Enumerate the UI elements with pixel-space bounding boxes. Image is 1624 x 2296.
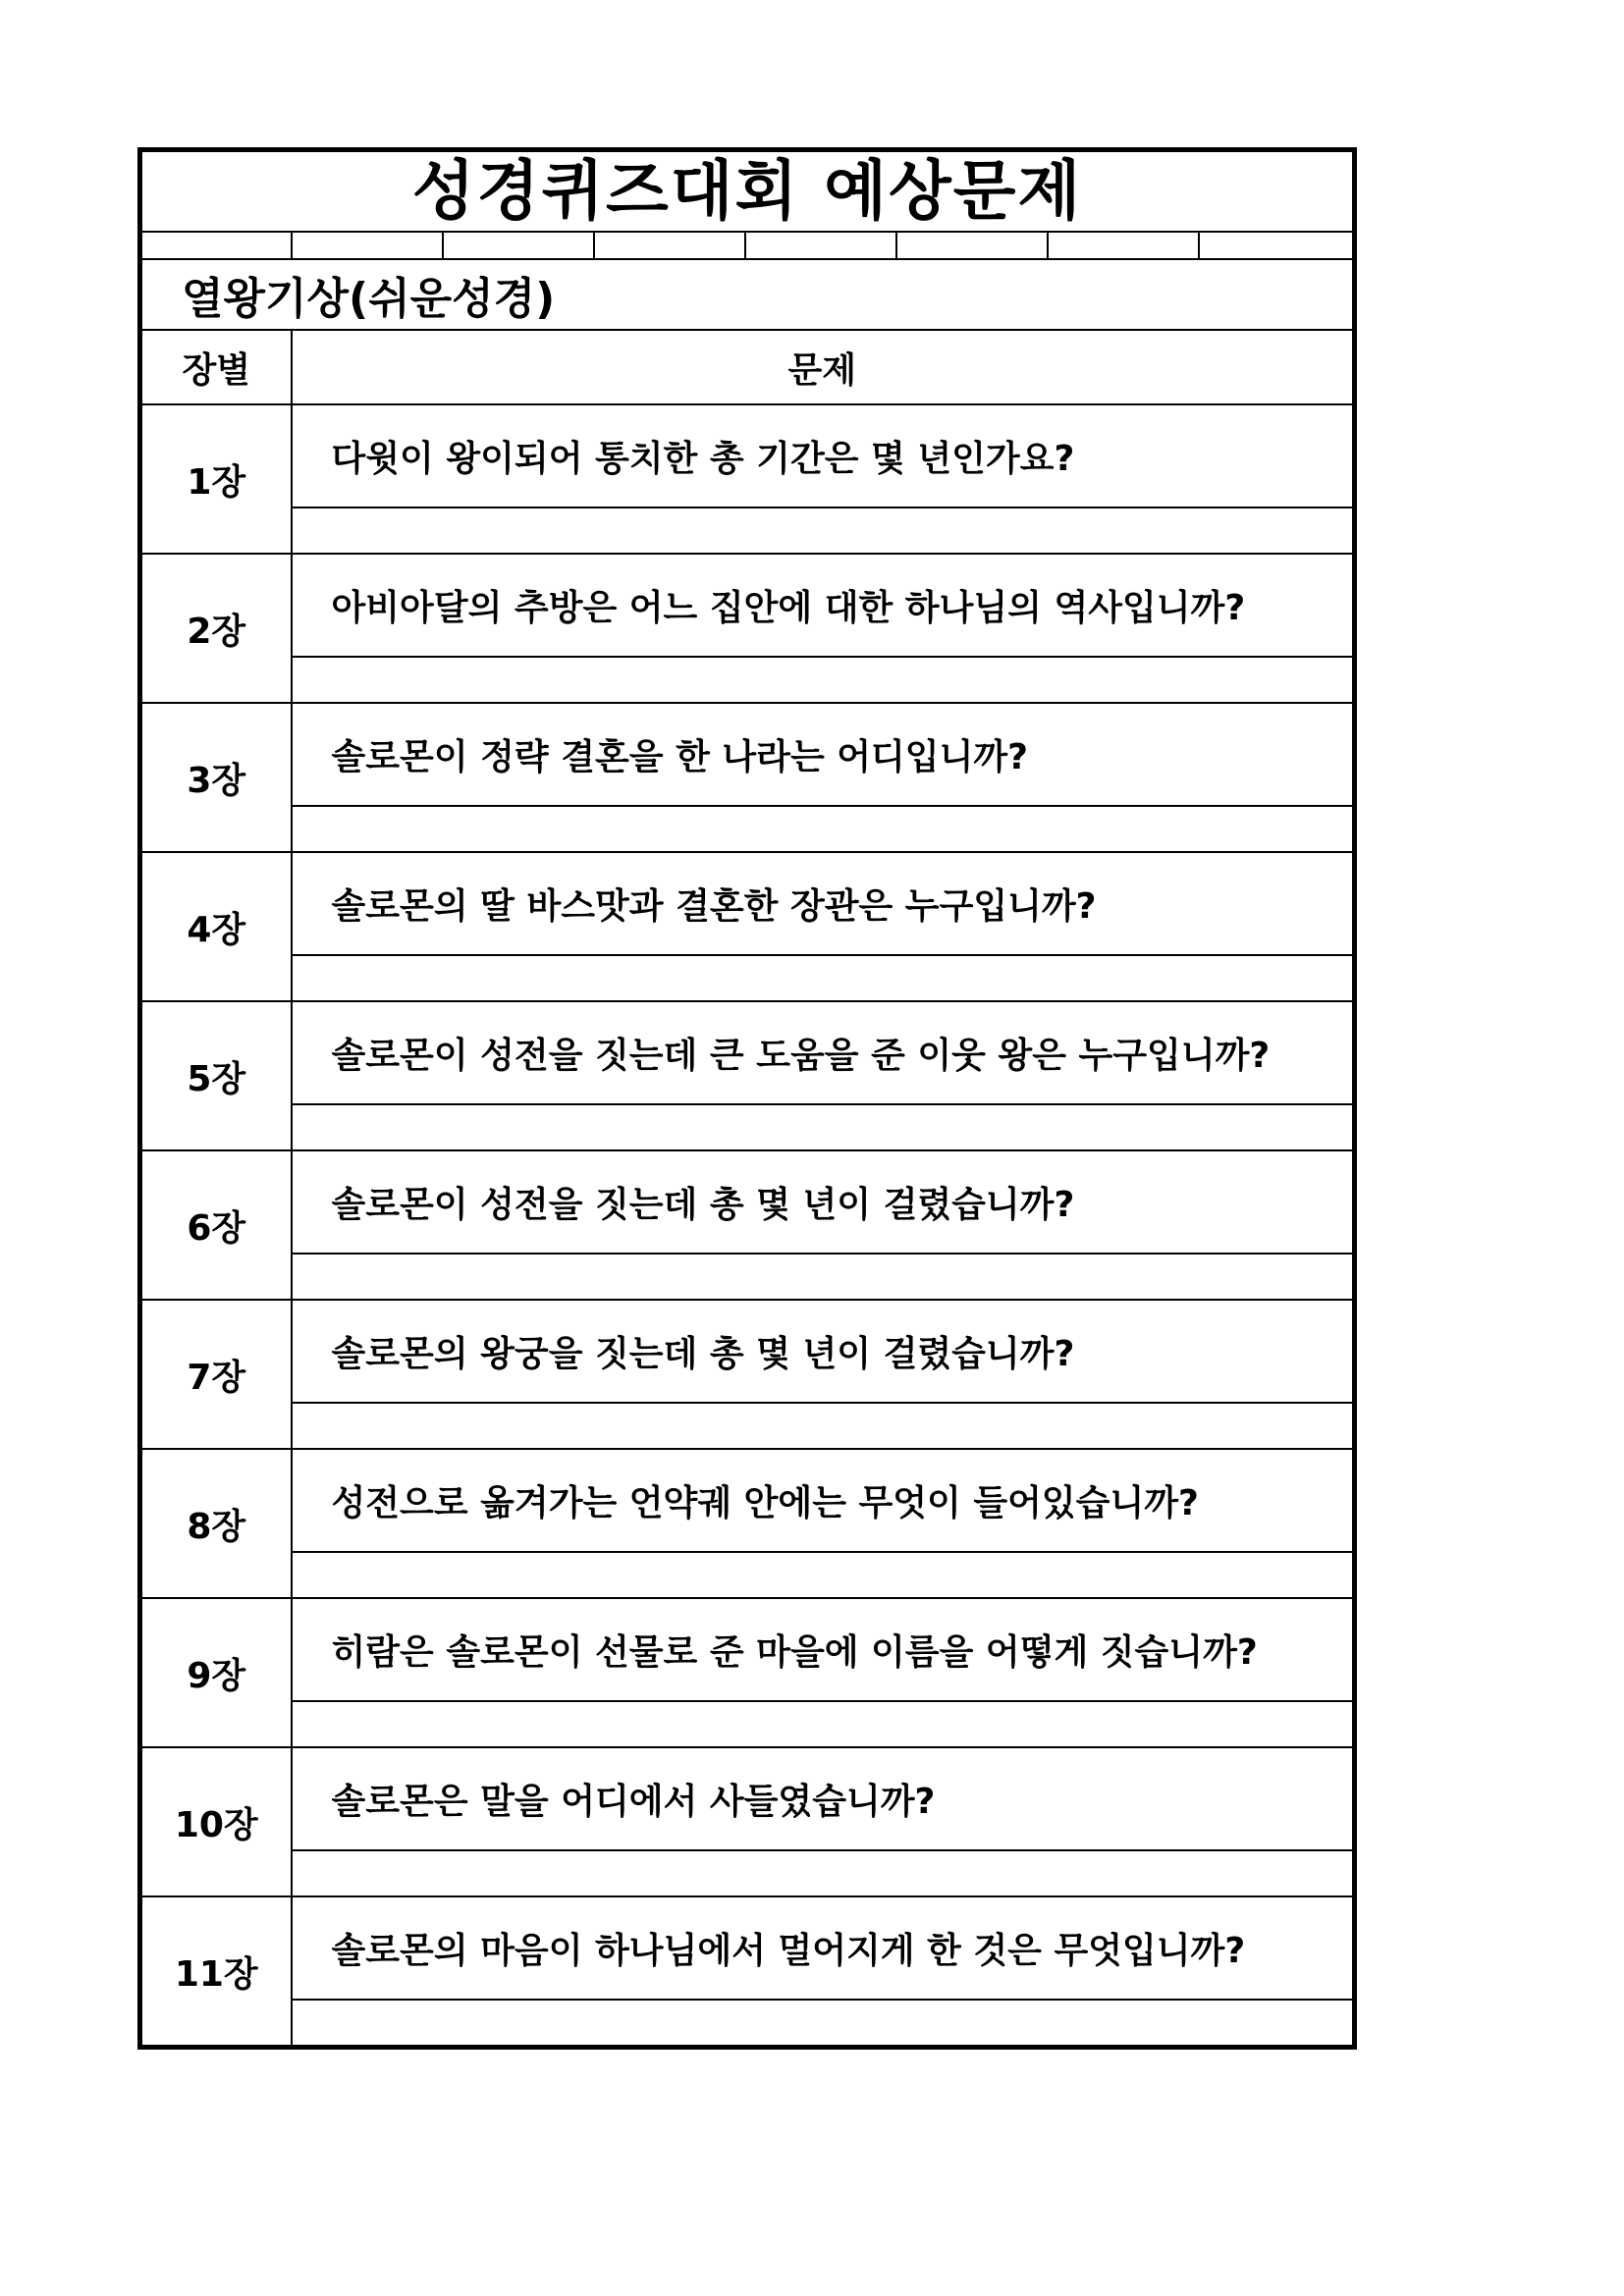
question-text: 솔로몬이 성전을 짓는데 큰 도움을 준 이웃 왕은 누구입니까? xyxy=(292,1001,1355,1104)
answer-blank[interactable] xyxy=(292,657,1355,703)
question-row xyxy=(140,1598,1355,1701)
chapter-label: 7장 xyxy=(140,1300,292,1449)
answer-blank[interactable] xyxy=(292,1403,1355,1449)
answer-row xyxy=(140,1552,1355,1598)
chapter-label: 4장 xyxy=(140,852,292,1001)
question-row xyxy=(140,404,1355,507)
question-text: 다윗이 왕이되어 통치한 총 기간은 몇 년인가요? xyxy=(292,404,1355,507)
question-column-header: 문제 xyxy=(292,330,1355,404)
divider-cell xyxy=(1048,232,1199,259)
answer-blank[interactable] xyxy=(292,806,1355,852)
question-row xyxy=(140,1300,1355,1403)
divider-cell xyxy=(745,232,896,259)
answer-row xyxy=(140,2000,1355,2048)
answer-blank[interactable] xyxy=(292,1254,1355,1300)
answer-blank[interactable] xyxy=(292,1850,1355,1896)
answer-blank[interactable] xyxy=(292,955,1355,1001)
question-row xyxy=(140,1449,1355,1552)
chapter-label: 6장 xyxy=(140,1150,292,1300)
table-header-row xyxy=(140,330,1355,404)
chapter-label: 11장 xyxy=(140,1896,292,2048)
question-text: 솔로몬의 마음이 하나님에서 멀어지게 한 것은 무엇입니까? xyxy=(292,1896,1355,2000)
question-row xyxy=(140,1150,1355,1254)
quiz-table xyxy=(137,147,1357,2050)
question-row xyxy=(140,1001,1355,1104)
chapter-label: 1장 xyxy=(140,404,292,554)
answer-row xyxy=(140,1850,1355,1896)
question-text: 아비아달의 추방은 어느 집안에 대한 하나님의 역사입니까? xyxy=(292,554,1355,657)
page-title: 성경퀴즈대회 예상문제 xyxy=(140,150,1355,233)
answer-row xyxy=(140,1701,1355,1747)
answer-row xyxy=(140,806,1355,852)
question-text: 성전으로 옮겨가는 언약궤 안에는 무엇이 들어있습니까? xyxy=(292,1449,1355,1552)
answer-row xyxy=(140,507,1355,554)
question-text: 솔로몬은 말을 어디에서 사들였습니까? xyxy=(292,1747,1355,1850)
divider-cell xyxy=(292,232,443,259)
divider-cell xyxy=(594,232,745,259)
answer-row xyxy=(140,1104,1355,1150)
chapter-label: 9장 xyxy=(140,1598,292,1747)
answer-blank[interactable] xyxy=(292,1104,1355,1150)
chapter-label: 3장 xyxy=(140,703,292,852)
chapter-label: 8장 xyxy=(140,1449,292,1598)
answer-blank[interactable] xyxy=(292,2000,1355,2048)
answer-row xyxy=(140,955,1355,1001)
divider-cell xyxy=(140,232,292,259)
answer-row xyxy=(140,1254,1355,1300)
answer-blank[interactable] xyxy=(292,1552,1355,1598)
divider-cell xyxy=(443,232,594,259)
question-text: 히람은 솔로몬이 선물로 준 마을에 이름을 어떻게 짓습니까? xyxy=(292,1598,1355,1701)
answer-blank[interactable] xyxy=(292,1701,1355,1747)
chapter-label: 5장 xyxy=(140,1001,292,1150)
question-text: 솔로몬의 딸 바스맛과 결혼한 장관은 누구입니까? xyxy=(292,852,1355,955)
question-text: 솔로몬이 정략 결혼을 한 나라는 어디입니까? xyxy=(292,703,1355,806)
chapter-label: 10장 xyxy=(140,1747,292,1896)
question-row xyxy=(140,1747,1355,1850)
section-subtitle: 열왕기상(쉬운성경) xyxy=(140,259,1355,330)
chapter-label: 2장 xyxy=(140,554,292,703)
question-row xyxy=(140,554,1355,657)
question-text: 솔로몬이 성전을 짓는데 총 몇 년이 걸렸습니까? xyxy=(292,1150,1355,1254)
answer-row xyxy=(140,1403,1355,1449)
question-row xyxy=(140,852,1355,955)
divider-cell xyxy=(896,232,1048,259)
question-row xyxy=(140,703,1355,806)
divider-cell xyxy=(1199,232,1355,259)
answer-blank[interactable] xyxy=(292,507,1355,554)
question-text: 솔로몬의 왕궁을 짓는데 총 몇 년이 걸렸습니까? xyxy=(292,1300,1355,1403)
answer-row xyxy=(140,657,1355,703)
chapter-column-header: 장별 xyxy=(140,330,292,404)
question-row xyxy=(140,1896,1355,2000)
divider-row xyxy=(140,232,1355,259)
quiz-sheet xyxy=(137,147,1352,2050)
